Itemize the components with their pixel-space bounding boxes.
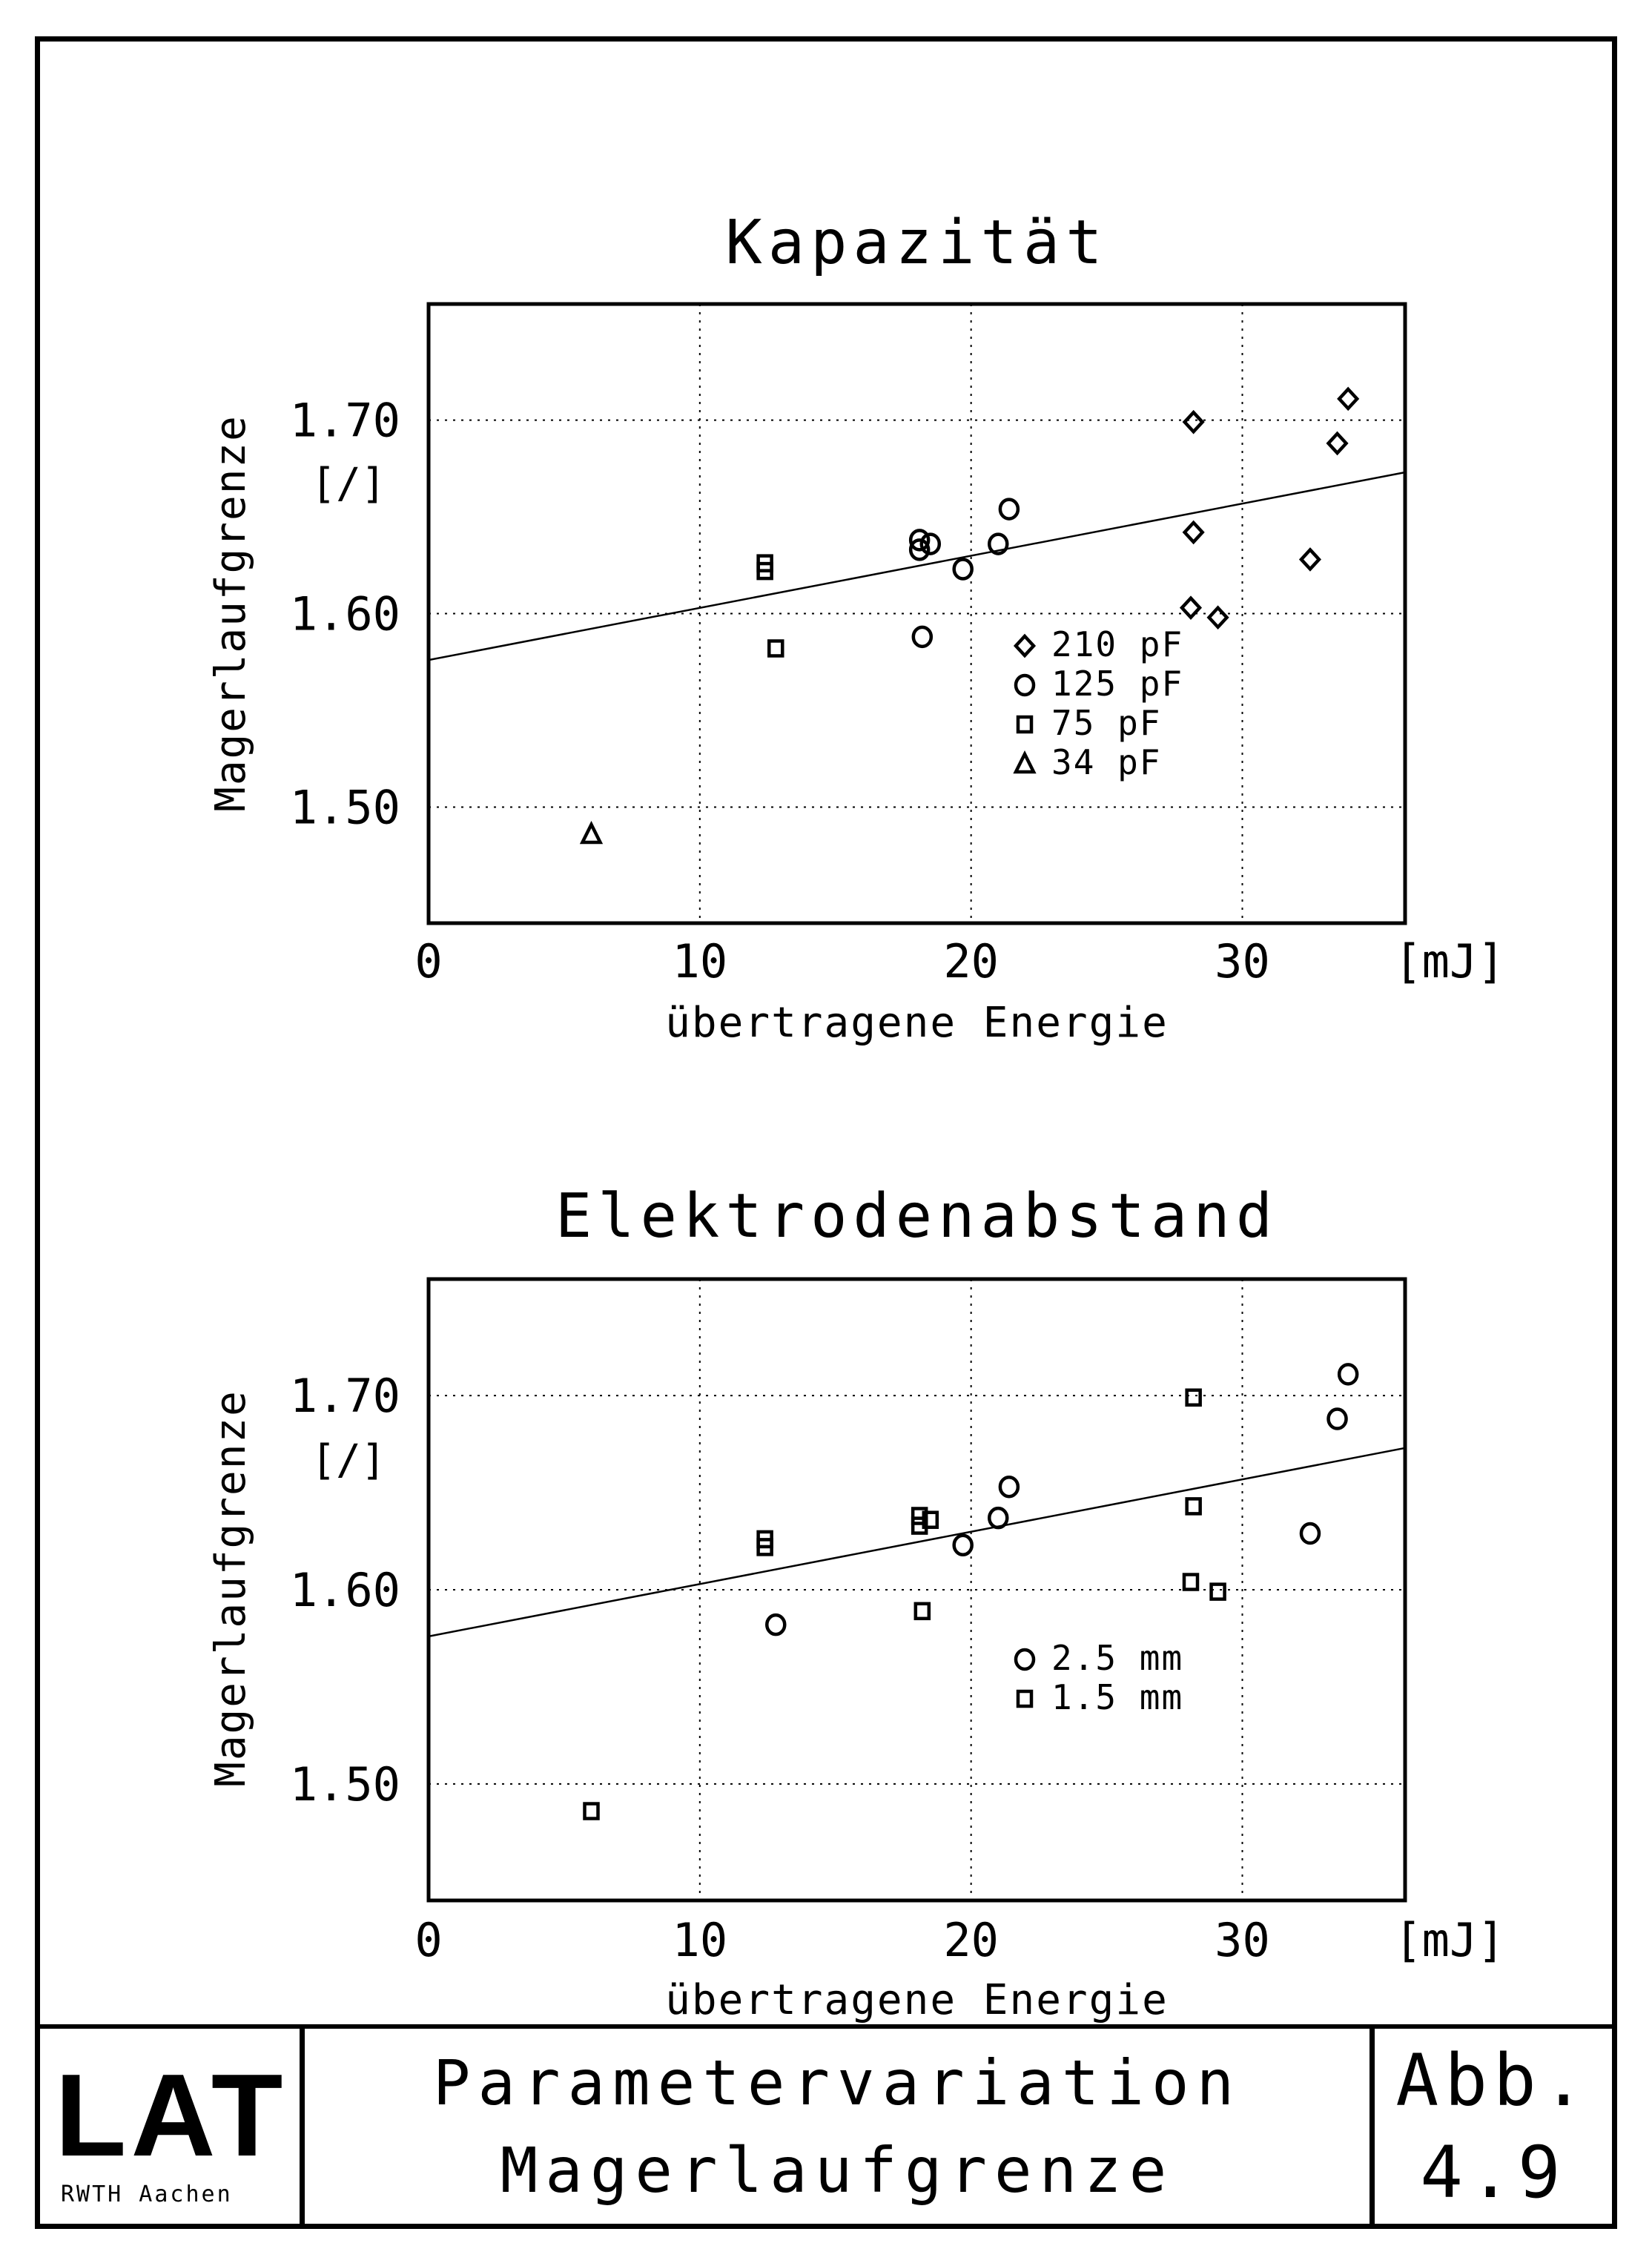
data-point-diamond	[1185, 523, 1203, 542]
logo-cell	[40, 2029, 305, 2224]
x-tick-label: 30	[1215, 934, 1270, 988]
data-point-circle	[989, 1508, 1007, 1527]
data-point-circle	[922, 535, 939, 554]
data-point-square	[1187, 1499, 1200, 1513]
figure-number: 4.9	[1420, 2130, 1567, 2214]
chart-title: Kapazität	[725, 208, 1109, 278]
legend-marker-diamond	[1016, 636, 1034, 655]
caption-line-1: Parametervariation	[432, 2046, 1242, 2119]
logo-subtitle: RWTH Aachen	[61, 2181, 233, 2207]
y-tick-label: 1.60	[289, 1563, 400, 1617]
y-tick-label: 1.60	[289, 587, 400, 641]
legend-label: 2.5 mm	[1051, 1638, 1184, 1678]
legend-marker-circle	[1016, 1650, 1034, 1669]
y-tick-label: 1.50	[289, 1757, 400, 1811]
y-axis-label: Magerlaufgrenze	[207, 414, 255, 812]
data-point-square	[1187, 1390, 1200, 1405]
x-tick-label: 30	[1215, 1913, 1270, 1967]
series-1	[767, 1364, 1357, 1634]
abb-label: Abb.	[1395, 2038, 1591, 2122]
legend-label: 210 pF	[1051, 624, 1184, 664]
chart-title: Elektrodenabstand	[555, 1181, 1279, 1252]
title-block	[35, 2024, 1617, 2229]
x-tick-label: 0	[414, 934, 443, 988]
y-tick-label: 1.70	[289, 393, 400, 448]
legend-marker-square	[1018, 717, 1031, 732]
data-point-diamond	[1182, 598, 1200, 618]
chart-1	[207, 208, 1505, 1047]
series-2	[911, 500, 1018, 647]
data-point-circle	[1000, 500, 1018, 519]
data-point-diamond	[1209, 608, 1227, 627]
data-point-square	[916, 1604, 929, 1619]
caption-line-2: Magerlaufgrenze	[500, 2133, 1174, 2207]
data-point-square	[769, 641, 782, 655]
legend-label: 34 pF	[1051, 742, 1162, 782]
legend-marker-square	[1018, 1691, 1031, 1706]
data-point-diamond	[1301, 549, 1319, 569]
series-1	[1182, 389, 1357, 627]
data-point-circle	[913, 627, 931, 647]
data-point-square	[585, 1804, 598, 1819]
x-tick-label: 10	[672, 1913, 728, 1967]
legend-marker-circle	[1016, 675, 1034, 695]
legend	[1016, 624, 1183, 782]
x-axis-label: übertragene Energie	[665, 999, 1169, 1047]
x-tick-label: 20	[943, 934, 999, 988]
data-point-diamond	[1185, 412, 1203, 432]
y-tick-label: 1.70	[289, 1369, 400, 1424]
data-point-circle	[1329, 1410, 1347, 1429]
x-tick-label: 10	[672, 934, 728, 988]
data-point-circle	[954, 1536, 972, 1555]
data-point-triangle	[583, 825, 601, 842]
legend-label: 125 pF	[1051, 664, 1184, 704]
lat-logo: LAT	[55, 2050, 288, 2181]
legend-label: 1.5 mm	[1051, 1677, 1184, 1717]
caption-cell	[305, 2029, 1375, 2224]
chart-2	[207, 1181, 1505, 2024]
series-2	[585, 1390, 1225, 1819]
data-point-circle	[1000, 1477, 1018, 1496]
data-point-diamond	[1329, 434, 1347, 453]
data-point-square	[1184, 1575, 1197, 1590]
trend-line	[429, 472, 1405, 660]
series-4	[583, 825, 601, 842]
x-unit-label: [mJ]	[1394, 934, 1505, 988]
y-unit-label: [/]	[311, 460, 386, 508]
y-unit-label: [/]	[311, 1436, 386, 1484]
data-point-circle	[1339, 1364, 1357, 1384]
legend	[1016, 1638, 1183, 1717]
data-point-circle	[1301, 1524, 1319, 1543]
plot-area	[429, 304, 1405, 923]
data-point-diamond	[1339, 389, 1357, 409]
x-unit-label: [mJ]	[1394, 1913, 1505, 1967]
figure-number-cell	[1375, 2029, 1612, 2224]
data-point-circle	[954, 559, 972, 578]
plot-area	[429, 1279, 1405, 1900]
data-point-circle	[767, 1615, 784, 1634]
x-tick-label: 20	[943, 1913, 999, 1967]
y-axis-label: Magerlaufgrenze	[207, 1390, 255, 1787]
data-point-square	[1212, 1585, 1225, 1599]
series-3	[759, 556, 783, 656]
y-tick-label: 1.50	[289, 780, 400, 835]
legend-label: 75 pF	[1051, 703, 1162, 743]
x-axis-label: übertragene Energie	[665, 1976, 1169, 2024]
legend-marker-triangle	[1016, 754, 1034, 772]
x-tick-label: 0	[414, 1913, 443, 1967]
